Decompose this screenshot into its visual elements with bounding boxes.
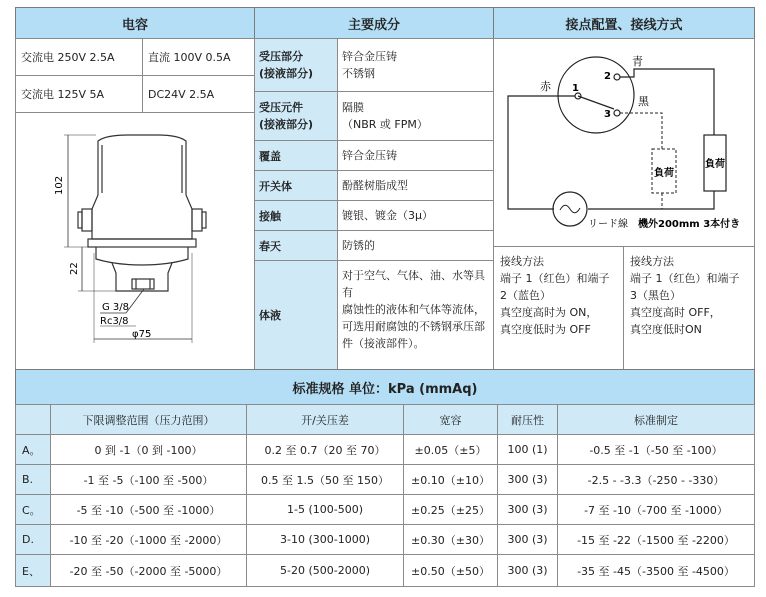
wiring-diagram-svg: [494, 39, 754, 246]
terminal-2: 2: [604, 71, 611, 82]
col-header: 开/关压差: [246, 404, 404, 435]
row-id: A。: [15, 434, 51, 465]
component-label: 春天: [254, 230, 338, 261]
table-cell: -7 至 -10（-700 至 -1000）: [557, 494, 755, 525]
table-cell: -10 至 -20（-1000 至 -2000）: [50, 524, 247, 555]
wiring-method-off: 接线方法 端子 1（红色）和端子 3（黑色） 真空度高时 OFF， 真空度低时ON: [623, 246, 755, 370]
table-cell: 300 (3): [497, 524, 558, 555]
table-cell: 0.5 至 1.5（50 至 150）: [246, 464, 404, 495]
table-cell: -15 至 -22（-1500 至 -2200）: [557, 524, 755, 555]
col-header: 标准制定: [557, 404, 755, 435]
capacity-ac250: 交流电 250V 2.5A: [15, 38, 143, 76]
component-value: 锌合金压铸: [337, 140, 494, 171]
component-label: 覆盖: [254, 140, 338, 171]
component-label: 体液: [254, 260, 338, 370]
row-id: C。: [15, 494, 51, 525]
thread-rc-label: Rc3/8: [100, 316, 129, 327]
table-cell: -2.5 - -3.3（-250 - -330）: [557, 464, 755, 495]
table-cell: 300 (3): [497, 494, 558, 525]
spec-header: 标准规格 单位：kPa (mmAq): [15, 369, 755, 405]
thread-g-label: G 3/8: [102, 302, 130, 313]
contacts-header: 接点配置、接线方式: [493, 7, 755, 39]
capacity-ac125: 交流电 125V 5A: [15, 75, 143, 113]
table-cell: 300 (3): [497, 554, 558, 587]
row-id: D.: [15, 524, 51, 555]
table-cell: 5-20 (500-2000): [246, 554, 404, 587]
table-cell: 1-5 (100-500): [246, 494, 404, 525]
wiring-diagram: [493, 38, 755, 247]
spec-corner: [15, 404, 51, 435]
switch-drawing: [15, 112, 255, 370]
switch-outline-svg: [16, 113, 254, 369]
table-cell: 300 (3): [497, 464, 558, 495]
components-header: 主要成分: [254, 7, 494, 39]
table-cell: ±0.25（±25）: [403, 494, 498, 525]
lead-note: 機外200mm 3本付き: [638, 219, 741, 230]
table-cell: ±0.30（±30）: [403, 524, 498, 555]
load-dashed: 負荷: [654, 168, 674, 179]
load-solid: 負荷: [705, 159, 725, 170]
table-cell: 3-10 (300-1000): [246, 524, 404, 555]
blue-wire-label: 青: [632, 55, 643, 68]
component-value: 防锈的: [337, 230, 494, 261]
row-id: E、: [15, 554, 51, 587]
component-value: 镀银、镀金（3μ）: [337, 200, 494, 231]
component-value: 酚醛树脂成型: [337, 170, 494, 201]
lead-wire-label: リード線: [588, 219, 628, 230]
table-cell: -1 至 -5（-100 至 -500）: [50, 464, 247, 495]
black-wire-label: 黑: [638, 95, 649, 108]
red-wire-label: 赤: [540, 80, 551, 93]
table-cell: -0.5 至 -1（-50 至 -100）: [557, 434, 755, 465]
table-cell: ±0.05（±5）: [403, 434, 498, 465]
table-cell: -35 至 -45（-3500 至 -4500）: [557, 554, 755, 587]
col-header: 宽容: [403, 404, 498, 435]
component-label: 开关体: [254, 170, 338, 201]
capacity-dc24: DC24V 2.5A: [142, 75, 255, 113]
component-value: 锌合金压铸 不锈钢: [337, 38, 494, 92]
row-id: B.: [15, 464, 51, 495]
col-header: 下限调整范围（压力范围）: [50, 404, 247, 435]
component-value: 对于空气、气体、油、水等具有 腐蚀性的液体和气体等流体，可选用耐腐蚀的不锈钢承压部件（接液部件）。: [337, 260, 494, 370]
component-value: 隔膜 （NBR 或 FPM）: [337, 91, 494, 141]
table-cell: 0 到 -1（0 到 -100）: [50, 434, 247, 465]
dim-width-label: φ75: [132, 329, 152, 340]
col-header: 耐压性: [497, 404, 558, 435]
table-cell: -5 至 -10（-500 至 -1000）: [50, 494, 247, 525]
table-cell: 0.2 至 0.7（20 至 70）: [246, 434, 404, 465]
terminal-3: 3: [604, 109, 611, 120]
dim-height-label: 102: [54, 175, 65, 195]
capacity-header: 电容: [15, 7, 255, 39]
terminal-1: 1: [572, 83, 579, 94]
component-label: 受压元件 (接液部分): [254, 91, 338, 141]
table-cell: 100 (1): [497, 434, 558, 465]
capacity-dc100: 直流 100V 0.5A: [142, 38, 255, 76]
table-cell: ±0.50（±50）: [403, 554, 498, 587]
dim-base-label: 22: [69, 262, 80, 275]
wiring-method-on: 接线方法 端子 1（红色）和端子 2（蓝色） 真空度高时为 ON， 真空度低时为 OFF: [493, 246, 624, 370]
table-cell: -20 至 -50（-2000 至 -5000）: [50, 554, 247, 587]
component-label: 接触: [254, 200, 338, 231]
component-label: 受压部分 (接液部分): [254, 38, 338, 92]
table-cell: ±0.10（±10）: [403, 464, 498, 495]
